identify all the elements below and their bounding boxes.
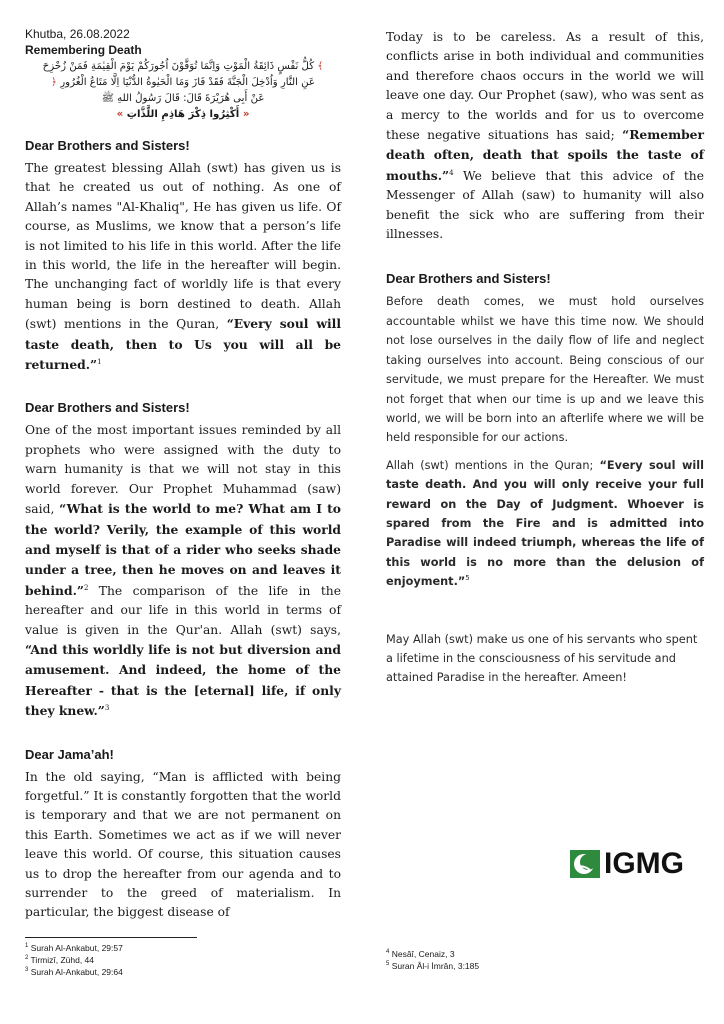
section-heading-4: Dear Brothers and Sisters! [386,271,551,287]
globe-crescent-icon [570,850,600,878]
footnote-ref-4: 4 [449,168,454,177]
closing-prayer: May Allah (swt) make us one of his servants who spent a lifetime in the consciousness of his servitude and attained Paradise in the hereafter. Ameen! [386,632,698,685]
footnote-ref-1: 1 [97,357,102,366]
footnote-3: $^3$ Surah Al-Ankabut, 29:64 [25,967,123,977]
section-2-paragraph: One of the most important issues reminded by all prophets who were assigned with the duty to warn humanity is that we will not stay in this world forever. Our Prophet Muhammad (saw) said, “What is the world to me? What am I to the world? Verily, the example of this world and myself is that of a rider who seeks shade under a tree, then he moves on and leaves it behind.”$^2$ The comparison of the life in the hereafter and our life in this world in terms of value is given in the Qur'an. Allah (swt) says, “And this worldly life is not but diversion and amusement. And indeed, the home of the Hereafter - that is the [eternal] life, if only they knew.”$^3$ [25,423,341,719]
arabic-verse [25,59,341,123]
footnotes-left [25,942,123,978]
guillemet-close: » [116,109,124,120]
hadith-quote-2: “Remember death often, death that spoils the taste of mouths.” [386,127,704,183]
footnote-2: $^2$ Tirmizî, Zühd, 44 [25,955,95,965]
page-title: Remembering Death [25,43,142,57]
quran-quote-1: “Every soul will taste death, then to Us you will all be returned.” [25,316,342,373]
footnote-ref-2: 2 [83,583,89,592]
footnote-ref-5: 5 [465,574,470,583]
section-heading-2: Dear Brothers and Sisters! [25,400,190,416]
ornate-bracket-open: ﴾ [317,61,324,72]
section-1-paragraph: The greatest blessing Allah (swt) has given us is that he created us out of nothing. As one of Allah’s names "Al-Khaliq", He has given us life. Of course, as Muslims, we know that a person’s life is not limited to his life in this world. After the life in this world, the life in the hereafter will begin. The unchanging fact of worldly life is that every human being is born destined to death. Allah (swt) mentions in the Quran, “Every soul will taste death, then to Us you will all be returned.”$^1$ [25,161,342,373]
footnotes-right [386,948,479,972]
logo-text: IGMG [604,847,684,880]
footnote-5: $^5$ Suran Âl-i İmrân, 3:185 [386,961,480,971]
section-heading-1: Dear Brothers and Sisters! [25,138,190,153]
left-column [25,26,341,923]
igmg-logo [570,847,700,880]
footnote-1: $^1$ Surah Al-Ankabut, 29:57 [25,943,123,953]
quran-quote-3: “Every soul will taste death. And you will only receive your full reward on the Day of Judgment. Whoever is spared from the Fire and is admitted into Paradise will indeed triumph, whereas the life of this world is no more than the delusion of enjoyment.” [386,458,704,589]
footnote-ref-3: 3 [104,704,110,713]
hadith-quote: “What is the world to me? What am I to the world? Verily, the example of this world and myself is that of a rider who seeks shade under a tree, then he moves on and leaves it behind.” [25,501,341,598]
section-heading-3: Dear Jama’ah! [25,746,114,762]
guillemet-open: « [242,109,250,120]
arabic-verse-line-2: عَنِ النَّارِ وَاُدْخِلَ الْجَنَّةَ فَقَدْ فَازَ وَمَا الْحَيٰوةُ الدُّنْيَا اِلَّا مَتَاعُ الْغُرُورِ [60,77,315,88]
arabic-hadith-chain: عَنْ أَبِى هُرَيْرَةَ قَالَ: قَالَ رَسُولُ اللهِ ﷺ [101,93,265,104]
quran-quote-2: “And this worldly life is not but diversion and amusement. And indeed, the home of the Hereafter - that is the [eternal] life, if only they knew.” [25,641,341,719]
arabic-hadith-text: أَكْثِرُوا ذِكْرَ هَاذِمِ اللَّذَّاتِ [126,109,240,120]
section-3-paragraph: In the old saying, “Man is afflicted with being forgetful.” It is constantly forgotten that the world is temporary and that we are not permanent on this Earth. Sometimes we act as if we will never leave this world. Of course, this situation causes us to drop the hereafter from our agenda and to surrender to the greed of materialism. In particular, the biggest disease of [25,769,341,920]
khutba-date: Khutba, 26.08.2022 [25,27,130,41]
right-column [386,28,704,688]
arabic-verse-line-1: كُلُّ نَفْسٍ ذَائِقَةُ الْمَوْتِ وَاِنَّمَا تُوَفَّوْنَ اُجُورَكُمْ يَوْمَ الْقِيٰمَةِ فَمَنْ زُحْزِحَ [42,61,315,72]
section-4-paragraph: Before death comes, we must hold ourselves accountable whilst we have this time now. We should not lose ourselves in the daily flow of life and neglect taking ourselves into account. Being conscious of our servitude, we must prepare for the Hereafter. We must not forget that when our time is up and we leave this world, we will be born into an afterlife where we will be held responsible for our actions. [386,295,704,445]
section-4-quran-paragraph: Allah (swt) mentions in the Quran; “Every soul will taste death. And you will only receive your full reward on the Day of Judgment. Whoever is spared from the Fire and is admitted into Paradise will indeed triumph, whereas the life of this world is no more than the delusion of enjoyment.”$^5$ [386,458,704,589]
footnote-4: $^4$ Nesâî, Cenaiz, 3 [386,949,455,959]
section-3-continued: Today is to be careless. As a result of this, conflicts arise in both individual and communities and therefore chaos occurs in the world we will leave one day. Our Prophet (saw), who was sent as a mercy to the worlds and for us to overcome these negative situations has said; “Remember death often, death that spoils the taste of mouths.”$^4$ We believe that this advice of the Messenger of Allah (saw) to humanity will also benefit the sick who are suffering from their illnesses. [386,30,704,242]
ornate-bracket-close: ﴿ [51,77,57,88]
footnote-divider [25,937,197,938]
